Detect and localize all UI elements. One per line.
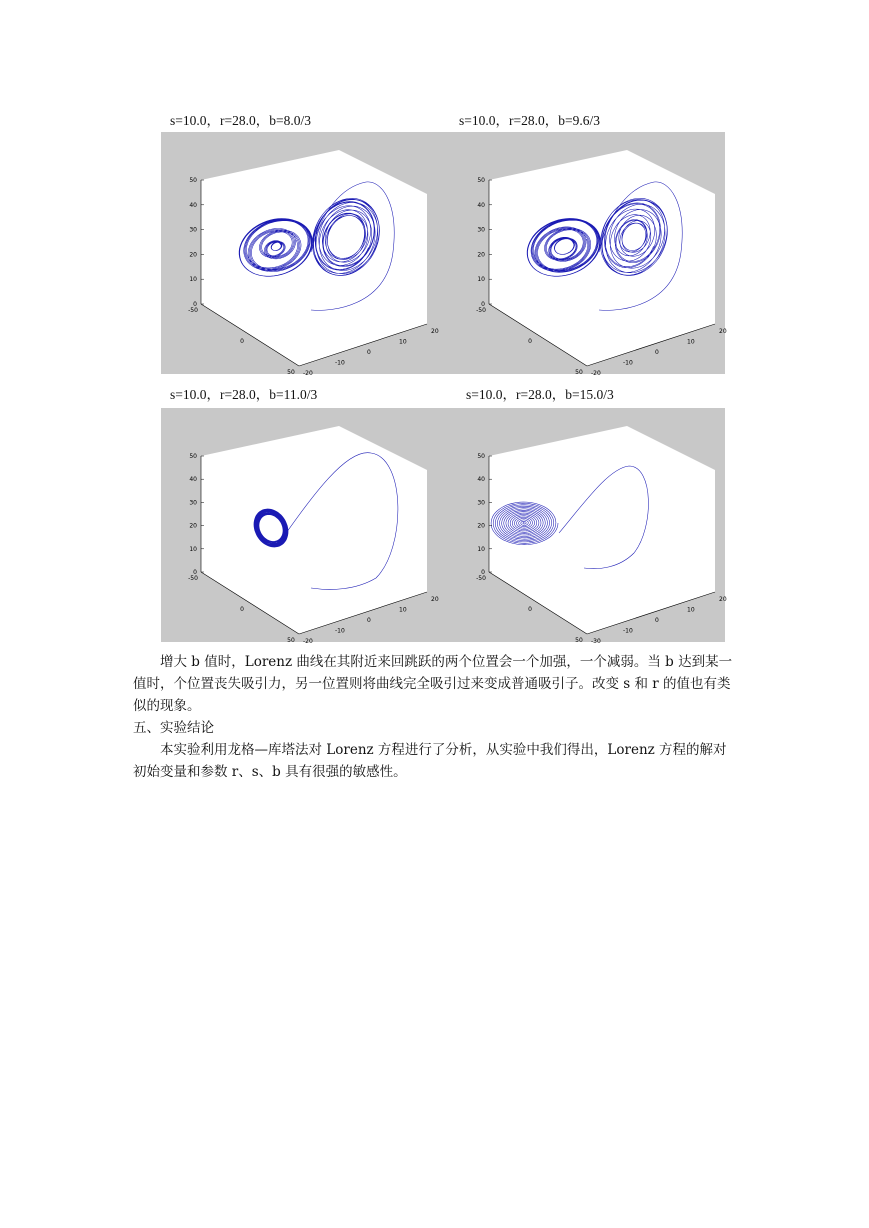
x-tick-label: 0 bbox=[528, 606, 532, 613]
z-tick-label: 10 bbox=[477, 276, 485, 284]
z-tick-label: 30 bbox=[477, 499, 485, 507]
figure-caption-4: s=10.0，r=28.0，b=15.0/3 bbox=[466, 387, 614, 402]
z-tick-label: 40 bbox=[477, 476, 485, 484]
z-tick-label: 20 bbox=[189, 251, 197, 259]
z-tick-label: 30 bbox=[477, 226, 485, 234]
z-tick-label: 0 bbox=[193, 301, 197, 308]
y-tick-label: 20 bbox=[431, 328, 439, 335]
section-heading: 五、实验结论 bbox=[133, 720, 214, 736]
x-tick-label: -50 bbox=[188, 307, 198, 314]
plot-box bbox=[489, 426, 715, 634]
x-tick-label: 0 bbox=[240, 338, 244, 345]
y-tick-label: -10 bbox=[335, 627, 345, 635]
plot-box bbox=[201, 150, 427, 366]
x-tick-label: 50 bbox=[287, 369, 295, 376]
y-tick-label: 10 bbox=[687, 606, 695, 614]
y-tick-label: -20 bbox=[303, 370, 313, 377]
z-tick-label: 10 bbox=[189, 276, 197, 284]
z-tick-label: 40 bbox=[189, 201, 197, 209]
x-tick-label: 50 bbox=[287, 637, 295, 644]
z-tick-label: 40 bbox=[189, 476, 197, 484]
z-tick-label: 50 bbox=[189, 453, 197, 460]
z-tick-label: 30 bbox=[189, 499, 197, 507]
body-text bbox=[133, 651, 739, 783]
y-tick-label: 0 bbox=[655, 617, 659, 624]
y-tick-label: -10 bbox=[623, 627, 633, 635]
lorenz-plots-bottom bbox=[161, 408, 727, 645]
y-tick-label: 20 bbox=[719, 596, 727, 603]
x-tick-label: 50 bbox=[575, 369, 583, 376]
z-tick-label: 10 bbox=[477, 545, 485, 553]
plot-box bbox=[489, 150, 715, 366]
z-tick-label: 20 bbox=[477, 251, 485, 259]
z-tick-label: 0 bbox=[481, 301, 485, 308]
figure-panel-bottom bbox=[161, 408, 727, 645]
figure-caption-3: s=10.0，r=28.0，b=11.0/3 bbox=[170, 387, 318, 402]
x-tick-label: 50 bbox=[575, 637, 583, 644]
lorenz-plot-b-9.6 bbox=[476, 150, 727, 377]
lorenz-plots-top bbox=[161, 132, 727, 377]
lorenz-plot-b-15.0 bbox=[476, 426, 727, 645]
y-tick-label: -20 bbox=[303, 638, 313, 645]
z-tick-label: 30 bbox=[189, 226, 197, 234]
y-tick-label: 0 bbox=[367, 617, 371, 624]
y-tick-label: -20 bbox=[591, 370, 601, 377]
plot-box bbox=[201, 426, 427, 634]
x-tick-label: -50 bbox=[188, 575, 198, 582]
conclusion-paragraph: 本实验利用龙格—库塔法对 Lorenz 方程进行了分析，从实验中我们得出，Lorenz 方程的解对初始变量和参数 r、s、b 具有很强的敏感性。 bbox=[133, 742, 727, 780]
discussion-paragraph: 增大 b 值时，Lorenz 曲线在其附近来回跳跃的两个位置会一个加强，一个减弱。当 b 达到某一值时，个位置丧失吸引力，另一位置则将曲线完全吸引过来变成普通吸引子。改变 s 和 r 的值也有类似的现象。 bbox=[133, 654, 733, 714]
lorenz-plot-b-8.0 bbox=[188, 150, 439, 377]
figure-caption-2: s=10.0，r=28.0，b=9.6/3 bbox=[459, 113, 600, 128]
y-tick-label: 0 bbox=[367, 349, 371, 356]
z-tick-label: 0 bbox=[193, 569, 197, 576]
z-tick-label: 40 bbox=[477, 201, 485, 209]
x-tick-label: 0 bbox=[528, 338, 532, 345]
y-tick-label: -30 bbox=[591, 638, 601, 645]
z-tick-label: 0 bbox=[481, 569, 485, 576]
z-tick-label: 50 bbox=[477, 177, 485, 184]
y-tick-label: -10 bbox=[335, 359, 345, 367]
x-tick-label: -50 bbox=[476, 575, 486, 582]
figure-caption-1: s=10.0，r=28.0，b=8.0/3 bbox=[170, 113, 311, 128]
lorenz-plot-b-11.0 bbox=[188, 426, 439, 645]
y-tick-label: -10 bbox=[623, 359, 633, 367]
y-tick-label: 10 bbox=[399, 606, 407, 614]
z-tick-label: 50 bbox=[477, 453, 485, 460]
y-tick-label: 20 bbox=[431, 596, 439, 603]
z-tick-label: 10 bbox=[189, 545, 197, 553]
y-tick-label: 20 bbox=[719, 328, 727, 335]
x-tick-label: 0 bbox=[240, 606, 244, 613]
z-tick-label: 20 bbox=[477, 522, 485, 530]
figure-panel-top bbox=[161, 132, 727, 377]
z-tick-label: 20 bbox=[189, 522, 197, 530]
y-tick-label: 10 bbox=[687, 338, 695, 346]
y-tick-label: 0 bbox=[655, 349, 659, 356]
x-tick-label: -50 bbox=[476, 307, 486, 314]
z-tick-label: 50 bbox=[189, 177, 197, 184]
y-tick-label: 10 bbox=[399, 338, 407, 346]
